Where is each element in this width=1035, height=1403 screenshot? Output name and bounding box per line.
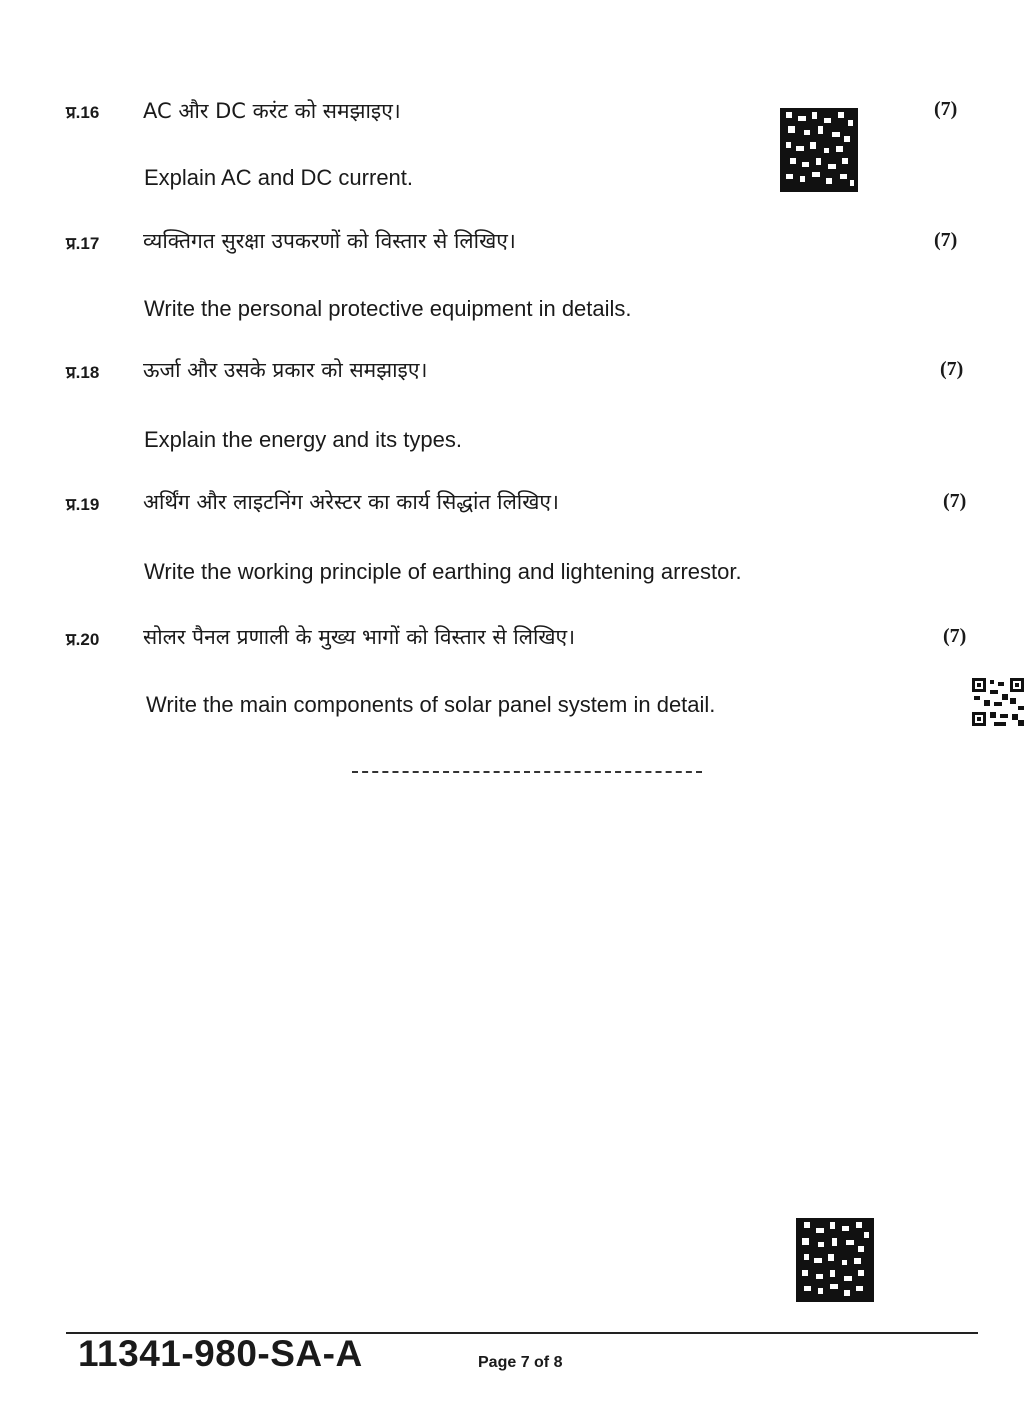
question-text-hindi: AC और DC करंट को समझाइए। [143, 99, 401, 123]
question-text-english: Explain AC and DC current. [144, 165, 414, 190]
question-number: प्र.16 [66, 103, 100, 122]
question-marks: (7) [934, 98, 958, 120]
question-text-hindi: व्यक्तिगत सुरक्षा उपकरणों को विस्तार से लिखिए। [143, 229, 516, 253]
question-marks: (7) [943, 625, 967, 647]
question-text-english: Write the personal protective equipment in details. [144, 296, 632, 321]
question-text-hindi: ऊर्जा और उसके प्रकार को समझाइए। [143, 358, 428, 382]
question-number: प्र.17 [66, 234, 100, 253]
qr-code-icon [972, 678, 1024, 726]
end-of-questions-divider [352, 771, 702, 773]
question-number: प्र.18 [66, 363, 100, 382]
page-number: Page 7 of 8 [478, 1354, 563, 1371]
paper-code: 11341-980-SA-A [78, 1333, 363, 1374]
question-marks: (7) [934, 229, 958, 251]
question-marks: (7) [943, 490, 967, 512]
question-number: प्र.19 [66, 495, 100, 514]
question-number: प्र.20 [66, 630, 100, 649]
question-marks: (7) [940, 358, 964, 380]
datamatrix-code-icon [780, 108, 858, 192]
question-text-hindi: सोलर पैनल प्रणाली के मुख्य भागों को विस्तार से लिखिए। [143, 625, 576, 649]
question-text-english: Explain the energy and its types. [144, 427, 462, 452]
question-text-english: Write the main components of solar panel system in detail. [146, 692, 716, 717]
datamatrix-code-icon [796, 1218, 874, 1302]
question-text-hindi: अर्थिंग और लाइटनिंग अरेस्टर का कार्य सिद्धांत लिखिए। [143, 490, 559, 514]
question-text-english: Write the working principle of earthing and lightening arrestor. [144, 559, 742, 584]
